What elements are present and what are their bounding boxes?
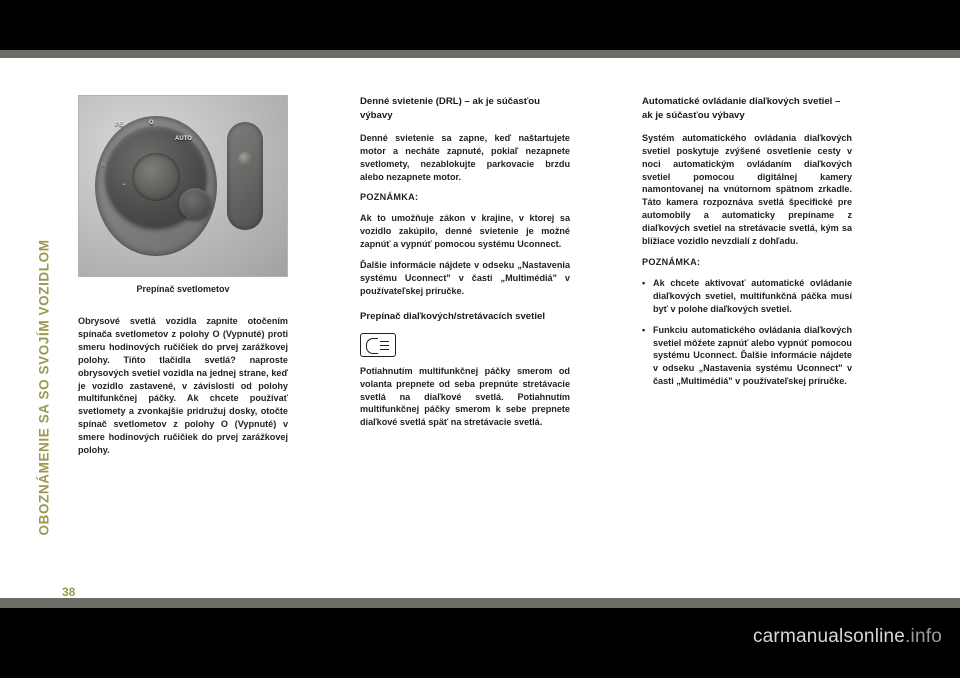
list-item: • Funkciu automatického ovládania diaľkových svetiel môžete zapnúť alebo vypnúť pomocou systému Uconnect. Ďalšie informácie nájdete v odseku „Nastavenia systému Uconnect" v časti „Multimédiá" v používateľskej príručke.: [653, 324, 852, 389]
col2-note-label: POZNÁMKA:: [360, 192, 419, 203]
figure-caption: Prepínač svetlometov: [136, 284, 230, 294]
watermark-suffix: .info: [905, 626, 942, 647]
heading-daytime-running-lights: Denné svietenie (DRL) – ak je súčasťou výbavy: [360, 96, 541, 121]
column-one-text: [78, 315, 288, 465]
page-number: 38: [62, 585, 76, 599]
col2-paragraph-1: Denné svietenie sa zapne, keď naštartujete motor a necháte zapnuté, pokiaľ nezapnete svetlomety, nezablokujte parkovacie brzdu alebo nezapnete motor.: [360, 132, 570, 182]
top-divider-strip: [0, 50, 960, 58]
col2-paragraph-2: Ak to umožňuje zákon v krajine, v ktorej sa vozidlo zakúpilo, denné svietenie je možné zapnúť a vypnúť pomocou systému Uconnect.: [360, 213, 570, 250]
list-item: • Ak chcete aktivovať automatické ovládanie diaľkových svetiel, multifunkčná páčka musí byť v polohe diaľkových svetiel.: [653, 277, 852, 316]
dimmer-slider[interactable]: [227, 122, 263, 230]
chapter-tab: [22, 58, 68, 598]
heading-automatic-high-beam: Automatické ovládanie diaľkových svetiel – ak je súčasťou výbavy: [642, 96, 841, 121]
figure-headlight-switch: [78, 95, 288, 294]
figure-image: [78, 95, 288, 277]
col2-paragraph-3: Ďalšie informácie nájdete v odseku „Nastavenia systému Uconnect" v časti „Multimédiá" v používateľskej príručke.: [360, 260, 570, 296]
col1-paragraph-1: Obrysové svetlá vozidla zapnite otočením spínača svetlometov z polohy O (Vypnuté) proti smeru hodinových ručičiek do prvej zarážkovej polohy. Tiňto tlačidla svetlá? naproste obrysových svetiel vozidla na jednej strane, keď je vozidlo zastavené, v závislosti od polohy multifunkčnej páčky. Ak chcete používať svetlomety a zvonkajšie pridružuj dosky, otočte spínač svetlometov z polohy O (Vypnuté) v smere hodinových ručičiek do prvej zarážkovej polohy.: [78, 316, 288, 456]
col2-paragraph-4: Potiahnutím multifunkčnej páčky smerom od volanta prepnete od seba prepnúte stretávacie svetlá na diaľkové svetlá. Potiahnutím multifunkčnej páčky smerom k sebe prepnete diaľkové svetlá späť na stretávacie svetlá.: [360, 365, 570, 428]
chapter-tab-label: OBOZNÁMENIE SA SO SVOJÍM VOZIDLOM: [36, 239, 52, 536]
col3-note-list: [642, 277, 852, 388]
mark-fog-front-icon: ⌂: [101, 162, 105, 168]
col3-note-label: POZNÁMKA:: [642, 256, 701, 267]
mark-fog-rear-icon: ⌐: [123, 182, 127, 188]
fog-light-knob[interactable]: [179, 188, 211, 220]
mark-headlight-icon: O: [149, 120, 154, 126]
footer-bar: [0, 608, 960, 678]
column-two-text: [360, 95, 570, 437]
watermark-main: carmanualsonline: [752, 626, 906, 647]
mark-auto-icon: AUTO: [175, 136, 192, 142]
heading-highbeam-lowbeam-switch: Prepínač diaľkových/stretávacích svetiel: [360, 310, 546, 322]
column-three-text: [642, 95, 852, 396]
watermark: [753, 626, 942, 648]
high-beam-icon: [360, 333, 396, 357]
mark-park-icon: PE: [115, 122, 124, 128]
bottom-divider-strip: [0, 598, 960, 608]
col3-paragraph-1: Systém automatického ovládania diaľkových svetiel poskytuje zvýšené osvetlenie cesty v noci automatickým ovládaním diaľkových svetiel pomocou digitálnej kamery namontovanej na vnútornom spätnom zrkadle. Táto kamera rozpoznáva svetlá špecifické pre automobily a automaticky prepíname z diaľkových svetiel na stretávacie svetlá, kým sa blížiace vozidlo nevzdialí z dohľadu.: [642, 132, 852, 247]
